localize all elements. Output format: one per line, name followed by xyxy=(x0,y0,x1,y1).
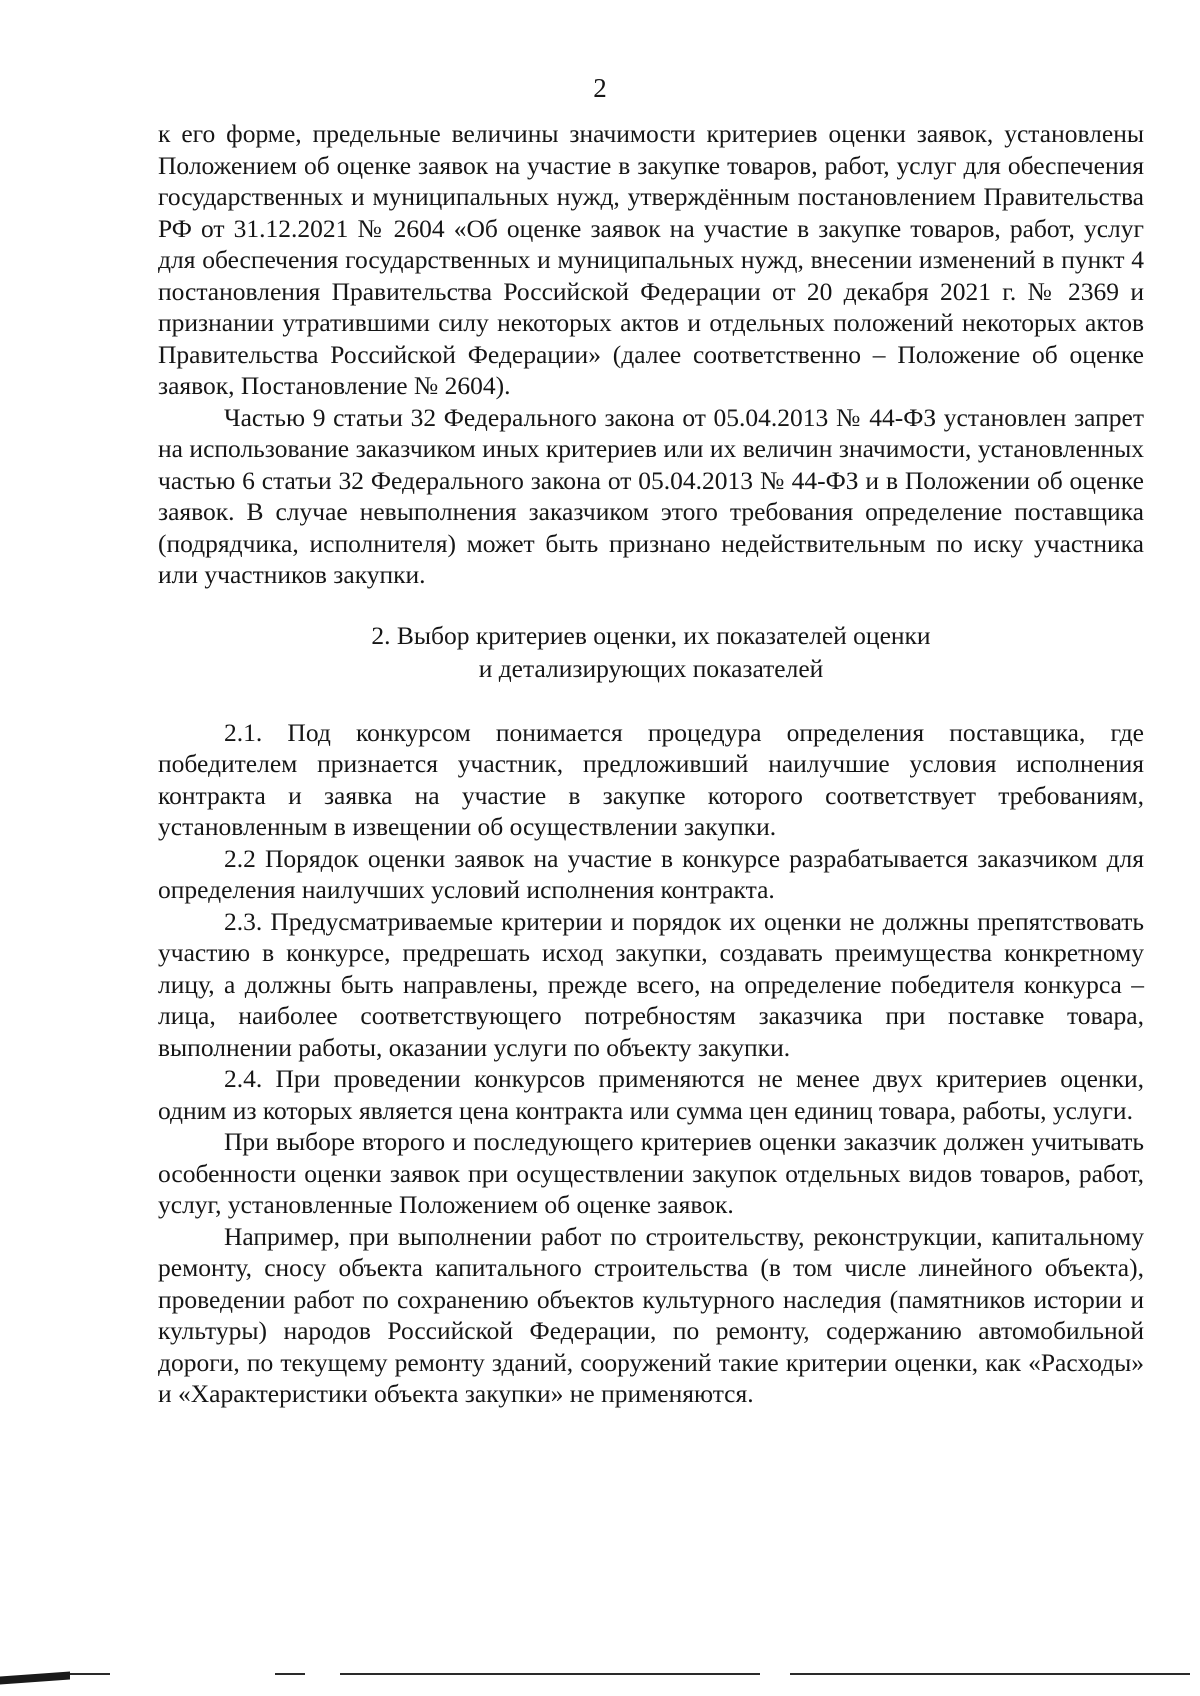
paragraph-2-2: 2.2 Порядок оценки заявок на участие в конкурсе разрабатывается заказчиком для определения наилучших условий исполнения контракта. xyxy=(158,843,1144,904)
paragraph-2-3: 2.3. Предусматриваемые критерии и порядок их оценки не должны препятствовать участию в конкурсе, предрешать исход закупки, создавать преимущества конкретному лицу, а должны быть направлены, прежде всего, на определение победителя конкурса – лица, наиболее соответствующего потребностям заказчика при поставке товара, выполнении работы, оказании услуги по объекту закупки. xyxy=(158,906,1144,1062)
document-body xyxy=(158,118,1144,1410)
paragraph-continuation: к его форме, предельные величины значимости критериев оценки заявок, установлены Положением об оценке заявок на участие в закупке товаров, работ, услуг для обеспечения государственных и муниципальных нужд, утверждённым постановлением Правительства РФ от 31.12.2021 № 2604 «Об оценке заявок на участие в закупке товаров, работ, услуг для обеспечения государственных и муниципальных нужд, внесении изменений в пункт 4 постановления Правительства Российской Федерации от 20 декабря 2021 г. № 2369 и признании утратившими силу некоторых актов и отдельных положений некоторых актов Правительства Российской Федерации» (далее соответственно – Положение об оценке заявок, Постановление № 2604). xyxy=(158,119,1144,400)
section-heading-line1: 2. Выбор критериев оценки, их показателей оценки xyxy=(371,620,931,650)
section-heading-line2: и детализирующих показателей xyxy=(478,653,824,683)
paragraph-example: Например, при выполнении работ по строительству, реконструкции, капитальному ремонту, сносу объекта капитального строительства (в том числе линейного объекта), проведении работ по сохранению объектов культурного наследия (памятников истории и культуры) народов Российской Федерации, по ремонту, содержанию автомобильной дороги, по текущему ремонту зданий, сооружений такие критерии оценки, как «Расходы» и «Характеристики объекта закупки» не применяются. xyxy=(158,1221,1144,1408)
scan-bottom-rule xyxy=(70,1673,110,1675)
paragraph-2-1: 2.1. Под конкурсом понимается процедура определения поставщика, где победителем признается участник, предложивший наилучшие условия исполнения контракта и заявка на участие в закупке которого соответствует требованиям, установленным в извещении об осуществлении закупки. xyxy=(158,717,1144,841)
scan-edge-mark xyxy=(0,1672,70,1685)
section-heading xyxy=(158,619,1144,685)
paragraph-2-4: 2.4. При проведении конкурсов применяются не менее двух критериев оценки, одним из которых является цена контракта или сумма цен единиц товара, работы, услуги. xyxy=(158,1064,1144,1125)
scan-bottom-rule xyxy=(790,1673,1190,1675)
scan-bottom-rule xyxy=(340,1673,760,1675)
paragraph-second-criteria: При выборе второго и последующего критериев оценки заказчик должен учитывать особенности оценки заявок при осуществлении закупок отдельных видов товаров, работ, услуг, установленные Положением об оценке заявок. xyxy=(158,1127,1144,1219)
paragraph-part9-article32: Частью 9 статьи 32 Федерального закона от 05.04.2013 № 44-ФЗ установлен запрет на использование заказчиком иных критериев или их величин значимости, установленных частью 6 статьи 32 Федерального закона от 05.04.2013 № 44-ФЗ и в Положении об оценке заявок. В случае невыполнения заказчиком этого требования определение поставщика (подрядчика, исполнителя) может быть признано недействительным по иску участника или участников закупки. xyxy=(158,402,1144,589)
page-number: 2 xyxy=(593,73,607,103)
scan-bottom-rule xyxy=(275,1673,305,1675)
